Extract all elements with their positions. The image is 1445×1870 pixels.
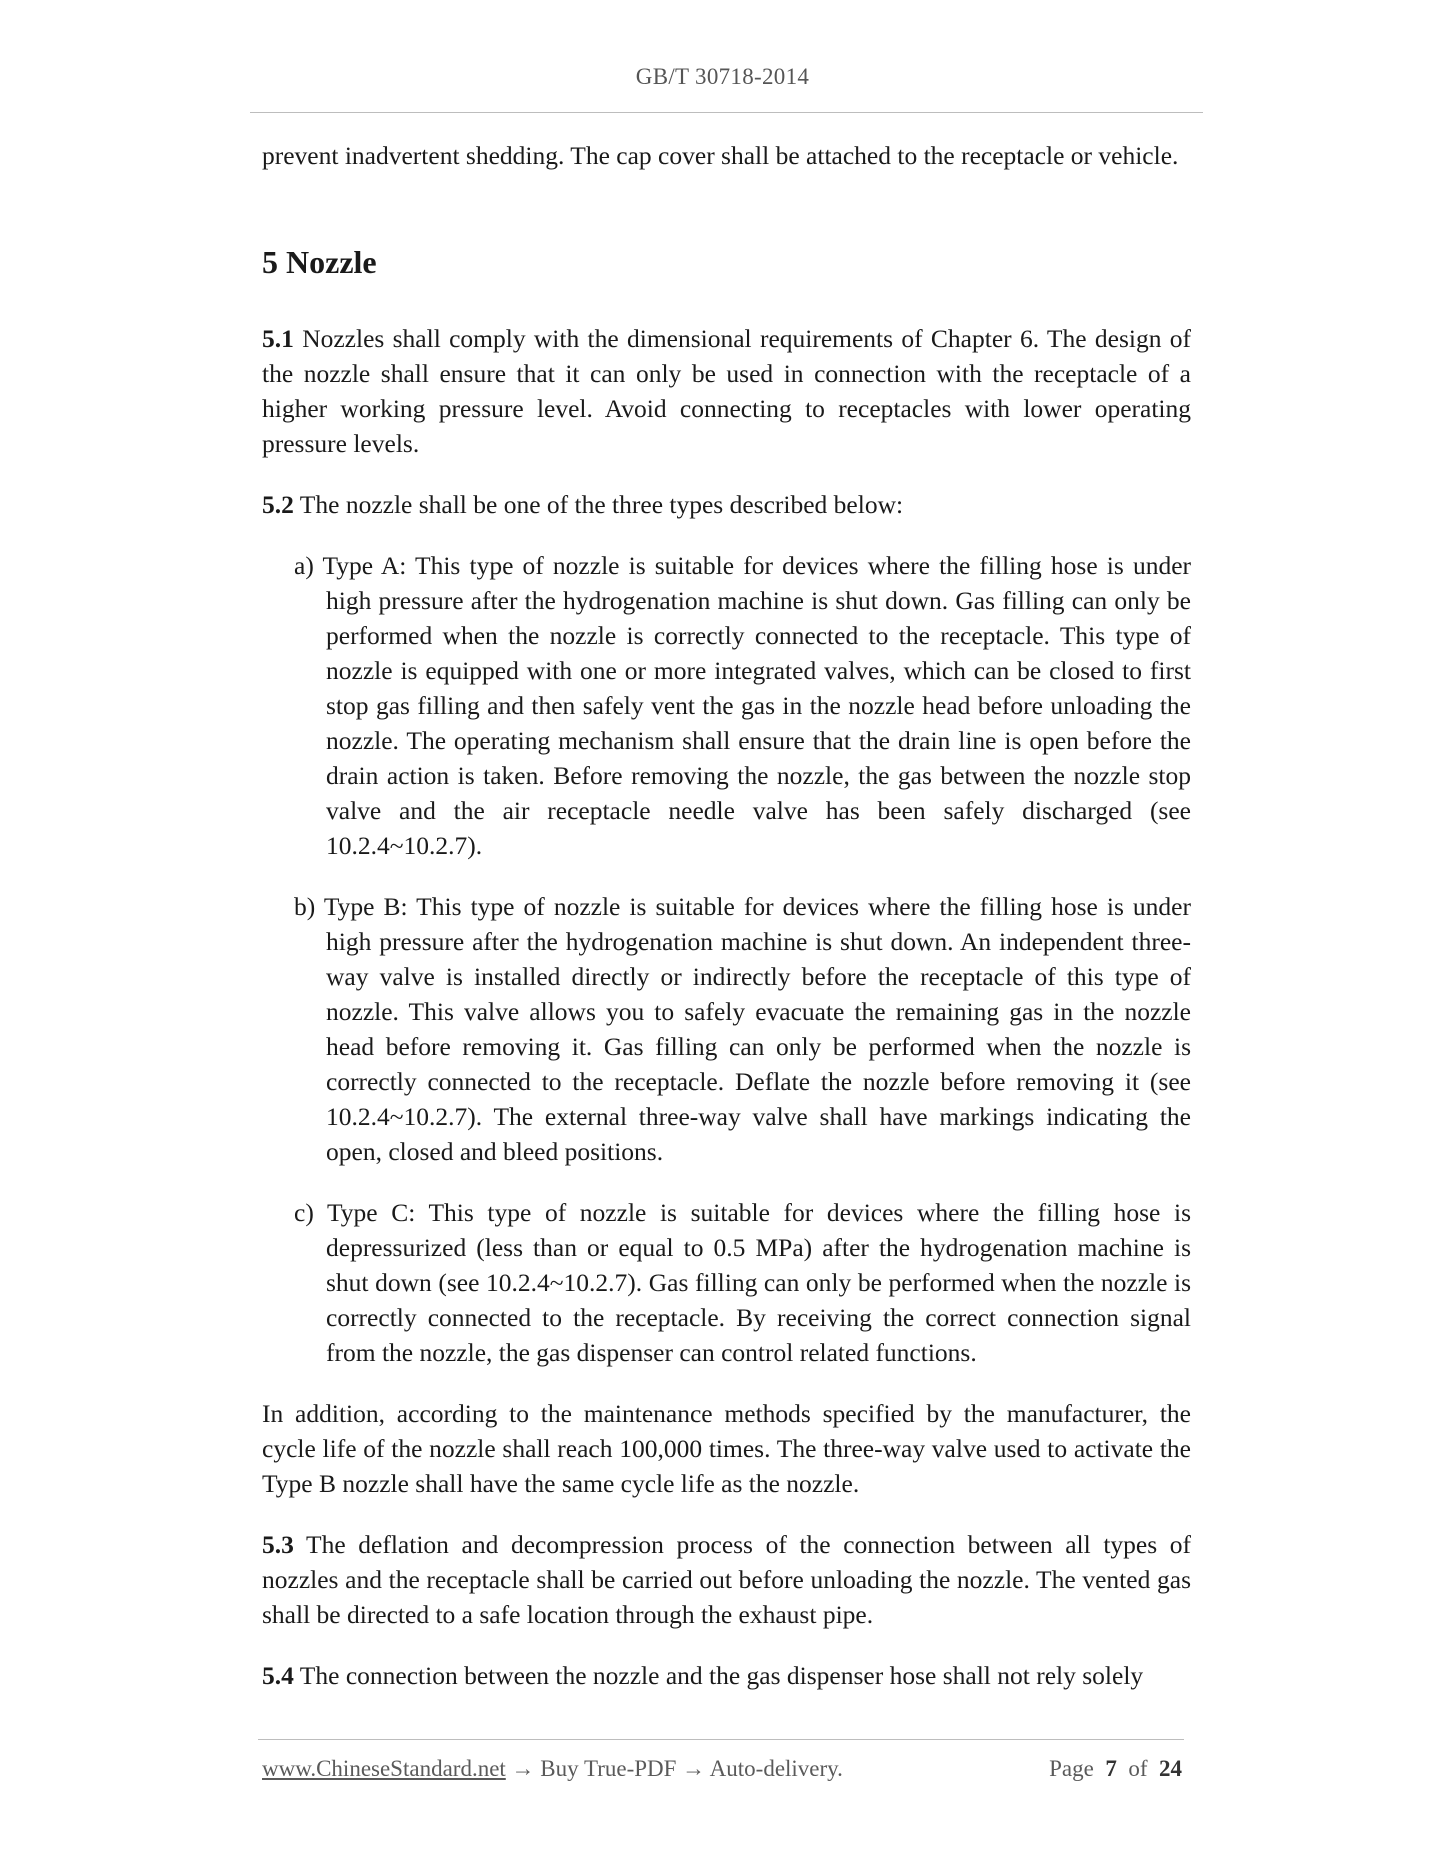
website-link[interactable]: www.ChineseStandard.net [262,1756,506,1781]
document-body [262,138,1191,1719]
clause-5-1 [262,321,1191,461]
clause-number: 5.4 [262,1661,294,1690]
list-item-type-b: b) Type B: This type of nozzle is suitable for devices where the filling hose is under high pressure after the hydrogenation machine is shut down. An independent three-way valve is installed directly or indirectly before the receptacle of this type of nozzle. This valve allows you to safely evacuate the remaining gas in the nozzle head before removing it. Gas filling can only be performed when the nozzle is correctly connected to the receptacle. Deflate the nozzle before removing it (see 10.2.4~10.2.7). The external three-way valve shall have markings indicating the open, closed and bleed positions. [294,892,1191,1166]
footer-divider [258,1739,1184,1740]
page-indicator [1049,1756,1182,1782]
header-divider [250,112,1203,113]
list-item-type-a: a) Type A: This type of nozzle is suitable for devices where the filling hose is under high pressure after the hydrogenation machine is shut down. Gas filling can only be performed when the nozzle is correctly connected to the receptacle. This type of nozzle is equipped with one or more integrated valves, which can be closed to first stop gas filling and then safely vent the gas in the nozzle head before unloading the nozzle. The operating mechanism shall ensure that the drain line is open before the drain action is taken. Before removing the nozzle, the gas between the nozzle stop valve and the air receptacle needle valve has been safely discharged (see 10.2.4~10.2.7). [294,551,1191,860]
clause-text: The connection between the nozzle and the gas dispenser hose shall not rely solely [299,1661,1144,1690]
clause-number: 5.2 [262,490,294,519]
clause-5-2 [262,487,1191,522]
clause-text: Nozzles shall comply with the dimensional requirements of Chapter 6. The design of the nozzle shall ensure that it can only be used in connection with the receptacle of a higher working pressure level. Avoid connecting to receptacles with lower operating pressure levels. [262,324,1191,458]
clause-text: The nozzle shall be one of the three types described below: [299,490,904,519]
list-item-type-c: c) Type C: This type of nozzle is suitable for devices where the filling hose is depressurized (less than or equal to 0.5 MPa) after the hydrogenation machine is shut down (see 10.2.4~10.2.7). Gas filling can only be performed when the nozzle is correctly connected to the receptacle. By receiving the correct connection signal from the nozzle, the gas dispenser can control related functions. [294,1198,1191,1367]
clause-5-4 [262,1658,1191,1693]
page-number: 7 [1105,1756,1117,1781]
clause-number: 5.3 [262,1530,294,1559]
page-header: GB/T 30718-2014 [635,64,810,89]
clause-5-3 [262,1527,1191,1632]
of-label: of [1128,1756,1148,1781]
page-footer [262,1756,1182,1782]
continued-paragraph: prevent inadvertent shedding. The cap cover shall be attached to the receptacle or vehicle. [262,141,1179,170]
page-total: 24 [1159,1756,1182,1781]
clause-number: 5.1 [262,324,294,353]
section-heading: 5 Nozzle [262,244,377,280]
clause-text: The deflation and decompression process of the connection between all types of nozzles and the receptacle shall be carried out before unloading the nozzle. The vented gas shall be directed to a safe location through the exhaust pipe. [262,1530,1192,1629]
footer-tagline: → Buy True-PDF → Auto-delivery. [505,1756,843,1781]
addition-paragraph: In addition, according to the maintenance methods specified by the manufacturer, the cycle life of the nozzle shall reach 100,000 times. The three-way valve used to activate the Type B nozzle shall have the same cycle life as the nozzle. [262,1399,1191,1498]
page-label: Page [1049,1756,1094,1781]
